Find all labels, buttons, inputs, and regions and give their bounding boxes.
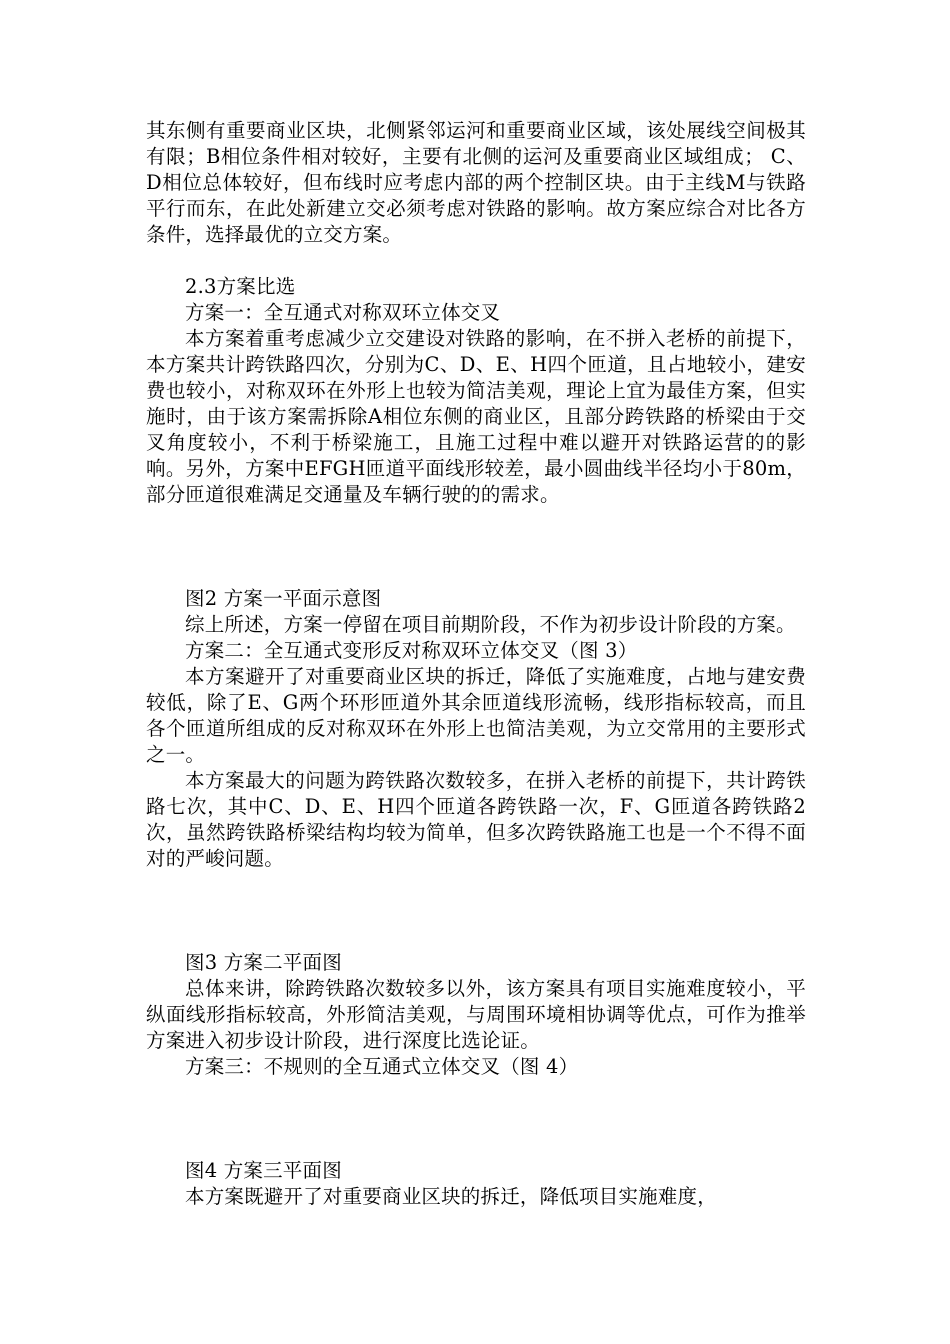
plan2-summary: 总体来讲，除跨铁路次数较多以外，该方案具有项目实施难度较小，平纵面线形指标较高，外形简洁美观，与周围环境相协调等优点，可作为推举方案进入初步设计阶段，进行深度比选论证。 <box>146 977 806 1052</box>
plan3-body: 本方案既避开了对重要商业区块的拆迁，降低项目实施难度， <box>185 1185 717 1208</box>
plan3-title: 方案三：不规则的全互通式立体交叉（图 4） <box>185 1055 579 1078</box>
plan2-title: 方案二：全互通式变形反对称双环立体交叉（图 3） <box>185 639 638 662</box>
figure2-placeholder <box>146 508 806 586</box>
plan1-body: 本方案着重考虑减少立交建设对铁路的影响，在不拼入老桥的前提下，本方案共计跨铁路四次，分别为C、D、E、H四个匝道，且占地较小，建安费也较小，对称双环在外形上也较为简洁美观，理论上宜为最佳方案，但实施时，由于该方案需拆除A相位东侧的商业区，且部分跨铁路的桥梁由于交叉角度较小，不利于桥梁施工，且施工过程中难以避开对铁路运营的的影响。另外，方案中EFGH匝道平面线形较差，最小圆曲线半径均小于80m，部分匝道很难满足交通量及车辆行驶的的需求。 <box>146 327 806 506</box>
plan1-title: 方案一：全互通式对称双环立体交叉 <box>185 301 501 324</box>
paragraph-gap <box>146 248 806 274</box>
figure3-caption: 图3 方案二平面图 <box>185 951 342 974</box>
intro-paragraph: 其东侧有重要商业区块，北侧紧邻运河和重要商业区域，该处展线空间极其有限；B相位条件相对较好，主要有北侧的运河及重要商业区域组成； C、D相位总体较好，但布线时应考虑内部的两个控制区块。由于主线M与铁路平行而东，在此处新建立交必须考虑对铁路的影响。故方案应综合对比各方条件，选择最优的立交方案。 <box>146 119 806 246</box>
document-body <box>146 118 806 1210</box>
plan2-body-1: 本方案避开了对重要商业区块的拆迁，降低了实施难度，占地与建安费较低，除了E、G两个环形匝道外其余匝道线形流畅，线形指标较高，而且各个匝道所组成的反对称双环在外形上也简洁美观，为立交常用的主要形式之一。 <box>146 665 806 766</box>
figure3-placeholder <box>146 872 806 950</box>
section-heading: 2.3方案比选 <box>185 275 296 298</box>
figure4-caption: 图4 方案三平面图 <box>185 1159 342 1182</box>
plan1-summary: 综上所述，方案一停留在项目前期阶段，不作为初步设计阶段的方案。 <box>185 613 796 636</box>
figure2-caption: 图2 方案一平面示意图 <box>185 587 382 610</box>
figure4-placeholder <box>146 1080 806 1158</box>
plan2-body-2: 本方案最大的问题为跨铁路次数较多，在拼入老桥的前提下，共计跨铁路七次，其中C、D、E、H四个匝道各跨铁路一次，F、G匝道各跨铁路2次，虽然跨铁路桥梁结构均较为简单，但多次跨铁路施工也是一个不得不面对的严峻问题。 <box>146 769 806 870</box>
